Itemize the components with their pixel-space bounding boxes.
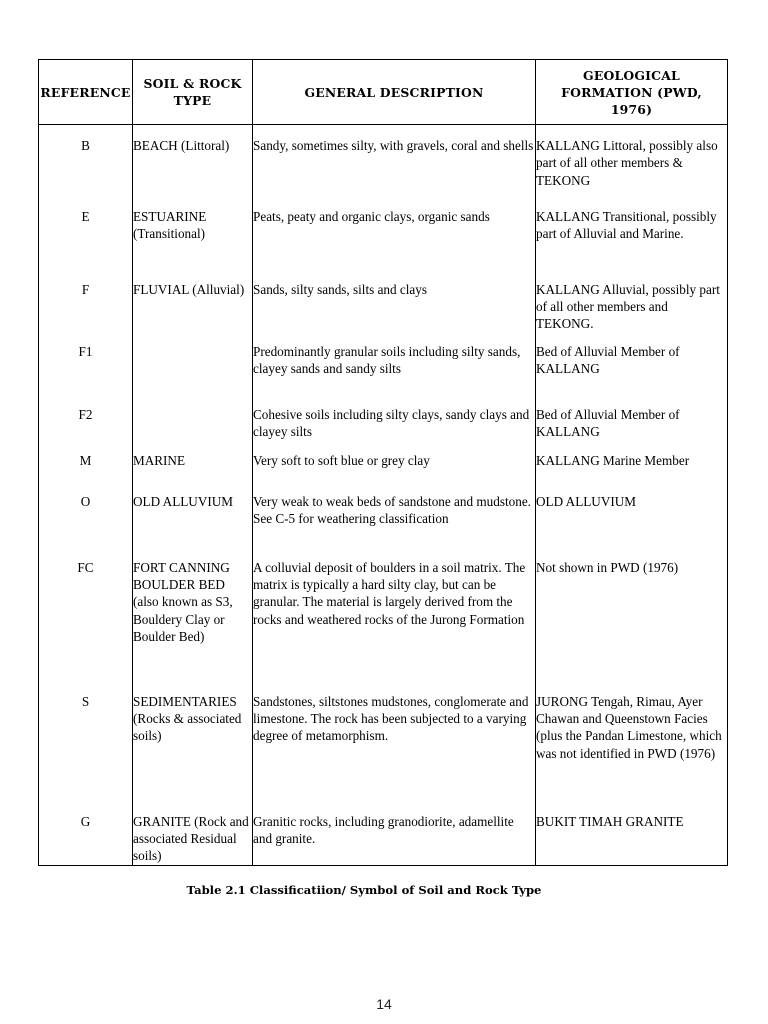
geological-formation-cell: KALLANG Transitional, possibly part of Alluvial and Marine. xyxy=(536,196,728,269)
table-row xyxy=(39,403,728,448)
table-row xyxy=(39,692,728,812)
geological-formation-cell: Bed of Alluvial Member of KALLANG xyxy=(536,403,728,448)
soil-rock-type-cell: OLD ALLUVIUM xyxy=(133,489,253,556)
table-row xyxy=(39,812,728,866)
ref-cell: F1 xyxy=(39,340,133,403)
table-row xyxy=(39,448,728,489)
ref-cell: F xyxy=(39,269,133,340)
ref-cell: S xyxy=(39,692,133,812)
soil-rock-type-cell: FLUVIAL (Alluvial) xyxy=(133,269,253,340)
header-soil-rock-type: SOIL & ROCK TYPE xyxy=(133,60,253,125)
general-description-cell: A colluvial deposit of boulders in a soil matrix. The matrix is typically a hard silty clay, but can be granular. The material is largely derived from the rocks and weathered rocks of the Jurong Formation xyxy=(253,556,536,692)
ref-cell: F2 xyxy=(39,403,133,448)
table-header-row xyxy=(39,60,728,125)
ref-cell: E xyxy=(39,196,133,269)
geological-formation-cell: JURONG Tengah, Rimau, Ayer Chawan and Queenstown Facies (plus the Pandan Limestone, which was not identified in PWD (1976) xyxy=(536,692,728,812)
general-description-cell: Granitic rocks, including granodiorite, adamellite and granite. xyxy=(253,812,536,866)
geological-formation-cell: OLD ALLUVIUM xyxy=(536,489,728,556)
table-row xyxy=(39,489,728,556)
table-caption: Table 2.1 Classificatiion/ Symbol of Soil and Rock Type xyxy=(186,883,542,897)
general-description-cell: Very weak to weak beds of sandstone and mudstone. See C-5 for weathering classification xyxy=(253,489,536,556)
soil-rock-table xyxy=(38,59,728,866)
table-row xyxy=(39,196,728,269)
soil-rock-type-cell: MARINE xyxy=(133,448,253,489)
header-geological-formation: GEOLOGICAL FORMATION (PWD, 1976) xyxy=(536,60,728,125)
geological-formation-cell: KALLANG Littoral, possibly also part of all other members & TEKONG xyxy=(536,125,728,196)
soil-rock-type-cell: BEACH (Littoral) xyxy=(133,125,253,196)
geological-formation-cell: Not shown in PWD (1976) xyxy=(536,556,728,692)
general-description-cell: Sands, silty sands, silts and clays xyxy=(253,269,536,340)
page-number: 14 xyxy=(376,996,392,1012)
ref-cell: FC xyxy=(39,556,133,692)
header-general-description: GENERAL DESCRIPTION xyxy=(253,60,536,125)
table-row xyxy=(39,556,728,692)
general-description-cell: Sandy, sometimes silty, with gravels, coral and shells xyxy=(253,125,536,196)
ref-cell: M xyxy=(39,448,133,489)
soil-rock-type-cell: ESTUARINE (Transitional) xyxy=(133,196,253,269)
table-row xyxy=(39,125,728,196)
soil-rock-type-cell: SEDIMENTARIES (Rocks & associated soils) xyxy=(133,692,253,812)
table-row xyxy=(39,269,728,340)
table-row xyxy=(39,340,728,403)
general-description-cell: Peats, peaty and organic clays, organic sands xyxy=(253,196,536,269)
geological-formation-cell: BUKIT TIMAH GRANITE xyxy=(536,812,728,866)
geological-formation-cell: KALLANG Alluvial, possibly part of all other members and TEKONG. xyxy=(536,269,728,340)
ref-cell: O xyxy=(39,489,133,556)
soil-rock-type-cell: FORT CANNING BOULDER BED (also known as S3, Bouldery Clay or Boulder Bed) xyxy=(133,556,253,692)
ref-cell: G xyxy=(39,812,133,866)
general-description-cell: Sandstones, siltstones mudstones, conglomerate and limestone. The rock has been subjected to a varying degree of metamorphism. xyxy=(253,692,536,812)
geological-formation-cell: KALLANG Marine Member xyxy=(536,448,728,489)
general-description-cell: Cohesive soils including silty clays, sandy clays and clayey silts xyxy=(253,403,536,448)
soil-rock-type-cell xyxy=(133,403,253,448)
general-description-cell: Very soft to soft blue or grey clay xyxy=(253,448,536,489)
general-description-cell: Predominantly granular soils including silty sands, clayey sands and sandy silts xyxy=(253,340,536,403)
geological-formation-cell: Bed of Alluvial Member of KALLANG xyxy=(536,340,728,403)
soil-rock-type-cell xyxy=(133,340,253,403)
ref-cell: B xyxy=(39,125,133,196)
soil-rock-type-cell: GRANITE (Rock and associated Residual soils) xyxy=(133,812,253,866)
header-reference: REFERENCE xyxy=(39,60,133,125)
